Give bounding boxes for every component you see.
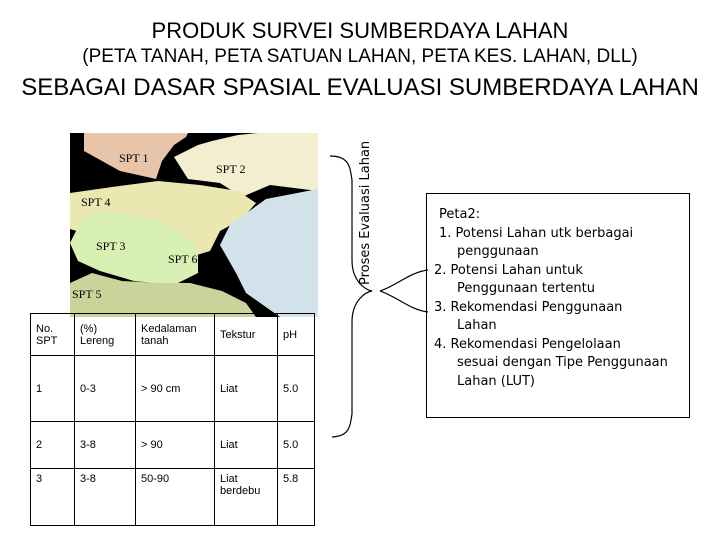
title-line-1: PRODUK SURVEI SUMBERDAYA LAHAN (151, 18, 569, 43)
output-line: Lahan (457, 318, 497, 333)
map-label-spt-4: SPT 4 (81, 195, 111, 209)
map-label-spt-5: SPT 5 (72, 287, 102, 301)
table-cell: Liat (215, 422, 278, 469)
table-cell: > 90 (136, 422, 215, 469)
table-cell: 1 (31, 356, 75, 422)
output-maps-box (426, 193, 690, 418)
table-cell: 50-90 (136, 469, 215, 526)
output-line: 3. Rekomendasi Penggunaan (434, 299, 623, 315)
table-cell: Liat (215, 356, 278, 422)
table-cell: 5.0 (278, 422, 315, 469)
table-cell: 5.8 (278, 469, 315, 526)
header-kedalaman: Kedalaman tanah (136, 314, 215, 356)
header-no-spt: No. SPT (31, 314, 75, 356)
table-cell: > 90 cm (136, 356, 215, 422)
right-brace (380, 270, 428, 312)
process-evaluation-label: Proses Evaluasi Lahan (358, 140, 373, 285)
output-line: 4. Rekomendasi Pengelolaan (434, 336, 621, 352)
table-cell: Liat berdebu (215, 469, 278, 526)
table-cell: 3-8 (75, 469, 136, 526)
map-label-spt-1: SPT 1 (119, 151, 149, 165)
table-cell: 0-3 (75, 356, 136, 422)
table-cell: 3-8 (75, 422, 136, 469)
output-line: sesuai dengan Tipe Penggunaan (457, 355, 668, 370)
header-ph: pH (278, 314, 315, 356)
output-line: Lahan (LUT) (457, 373, 535, 389)
output-line: 2. Potensi Lahan untuk (434, 262, 583, 278)
table-cell: 2 (31, 422, 75, 469)
header-tekstur: Tekstur (215, 314, 278, 356)
map-label-spt-6: SPT 6 (168, 252, 198, 266)
table-cell: 5.0 (278, 356, 315, 422)
table-cell: 3 (31, 469, 75, 526)
output-line: penggunaan (457, 244, 539, 259)
map-label-spt-2: SPT 2 (216, 162, 246, 176)
header-lereng: (%) Lereng (75, 314, 136, 356)
output-line: Penggunaan tertentu (457, 281, 596, 296)
title-line-3: SEBAGAI DASAR SPASIAL EVALUASI SUMBERDAYA LAHAN (21, 74, 699, 101)
map-label-spt-3: SPT 3 (96, 239, 126, 253)
output-heading: Peta2: (439, 207, 481, 222)
output-line: 1. Potensi Lahan utk berbagai (439, 225, 634, 241)
title-line-2: (PETA TANAH, PETA SATUAN LAHAN, PETA KES. LAHAN, DLL) (82, 46, 638, 67)
